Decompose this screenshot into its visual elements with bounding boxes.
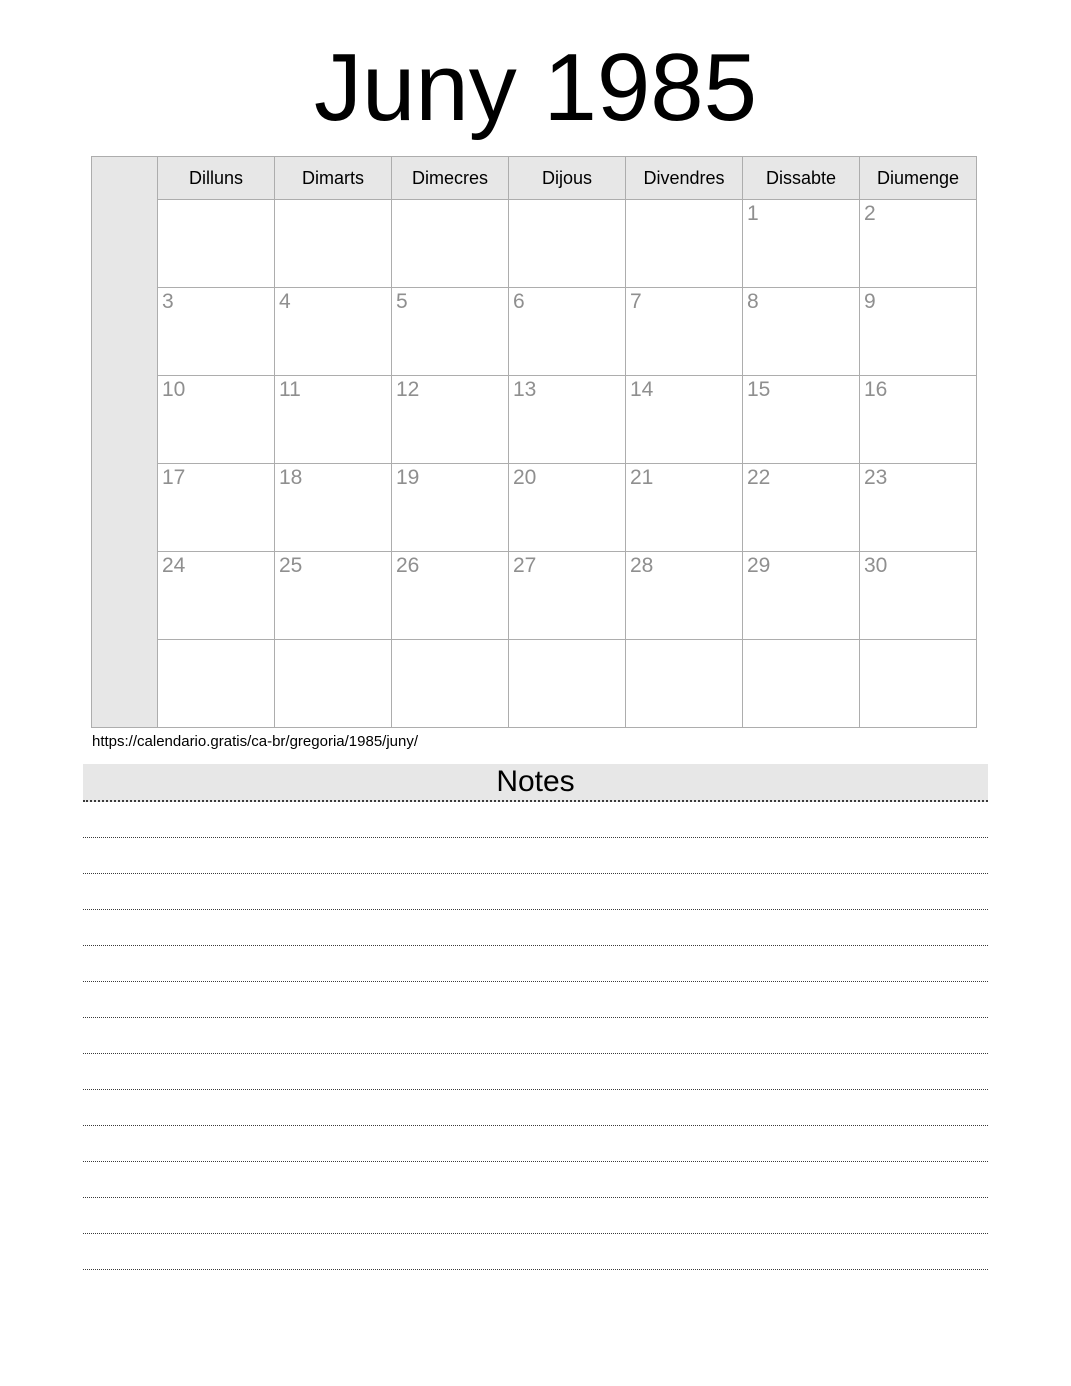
calendar-week-row [92, 464, 977, 552]
day-cell: 25 [275, 552, 392, 640]
day-cell: 13 [509, 376, 626, 464]
notes-ruled-line [83, 910, 988, 946]
notes-ruled-line [83, 1162, 988, 1198]
day-cell: 16 [860, 376, 977, 464]
day-header-diumenge: Diumenge [860, 157, 977, 200]
calendar-table [91, 156, 977, 728]
day-cell: 6 [509, 288, 626, 376]
day-header-dimarts: Dimarts [275, 157, 392, 200]
notes-title: Notes [496, 765, 575, 798]
day-cell [626, 640, 743, 728]
notes-ruled-line [83, 1198, 988, 1234]
day-header-dijous: Dijous [509, 157, 626, 200]
day-header-dissabte: Dissabte [743, 157, 860, 200]
notes-ruled-line [83, 1090, 988, 1126]
notes-ruled-line [83, 1126, 988, 1162]
notes-ruled-line [83, 982, 988, 1018]
day-cell: 14 [626, 376, 743, 464]
day-cell [743, 640, 860, 728]
day-cell [158, 200, 275, 288]
source-url: https://calendario.gratis/ca-br/gregoria/1985/juny/ [92, 733, 419, 750]
day-cell [158, 640, 275, 728]
day-cell: 11 [275, 376, 392, 464]
day-cell: 24 [158, 552, 275, 640]
day-cell [392, 640, 509, 728]
day-cell [275, 640, 392, 728]
day-cell [860, 640, 977, 728]
day-cell [392, 200, 509, 288]
day-cell: 7 [626, 288, 743, 376]
notes-ruled-line [83, 1234, 988, 1270]
notes-ruled-line [83, 1018, 988, 1054]
day-cell: 21 [626, 464, 743, 552]
day-cell: 30 [860, 552, 977, 640]
notes-ruled-line [83, 874, 988, 910]
day-cell: 28 [626, 552, 743, 640]
notes-ruled-line [83, 1054, 988, 1090]
notes-ruled-line [83, 838, 988, 874]
day-cell: 22 [743, 464, 860, 552]
calendar-side-column [92, 157, 158, 728]
day-cell: 17 [158, 464, 275, 552]
day-cell: 5 [392, 288, 509, 376]
notes-header-bar [83, 764, 988, 802]
day-cell [509, 640, 626, 728]
day-cell: 9 [860, 288, 977, 376]
day-header-divendres: Divendres [626, 157, 743, 200]
page-title: Juny 1985 [313, 34, 757, 141]
day-cell: 23 [860, 464, 977, 552]
day-cell [509, 200, 626, 288]
day-cell: 8 [743, 288, 860, 376]
day-header-dimecres: Dimecres [392, 157, 509, 200]
notes-ruled-line [83, 802, 988, 838]
day-header-dilluns: Dilluns [158, 157, 275, 200]
day-cell: 26 [392, 552, 509, 640]
calendar-week-row [92, 552, 977, 640]
day-cell: 19 [392, 464, 509, 552]
calendar-week-row [92, 200, 977, 288]
day-cell: 2 [860, 200, 977, 288]
day-cell: 15 [743, 376, 860, 464]
day-cell: 4 [275, 288, 392, 376]
day-cell [275, 200, 392, 288]
day-cell: 10 [158, 376, 275, 464]
notes-lines-container [0, 802, 1071, 1270]
calendar-header-row [92, 157, 977, 200]
calendar-week-row [92, 288, 977, 376]
day-cell: 12 [392, 376, 509, 464]
day-cell: 29 [743, 552, 860, 640]
day-cell: 18 [275, 464, 392, 552]
day-cell: 1 [743, 200, 860, 288]
calendar-week-row [92, 376, 977, 464]
day-cell: 27 [509, 552, 626, 640]
day-cell: 3 [158, 288, 275, 376]
calendar-week-row [92, 640, 977, 728]
notes-ruled-line [83, 946, 988, 982]
day-cell [626, 200, 743, 288]
day-cell: 20 [509, 464, 626, 552]
